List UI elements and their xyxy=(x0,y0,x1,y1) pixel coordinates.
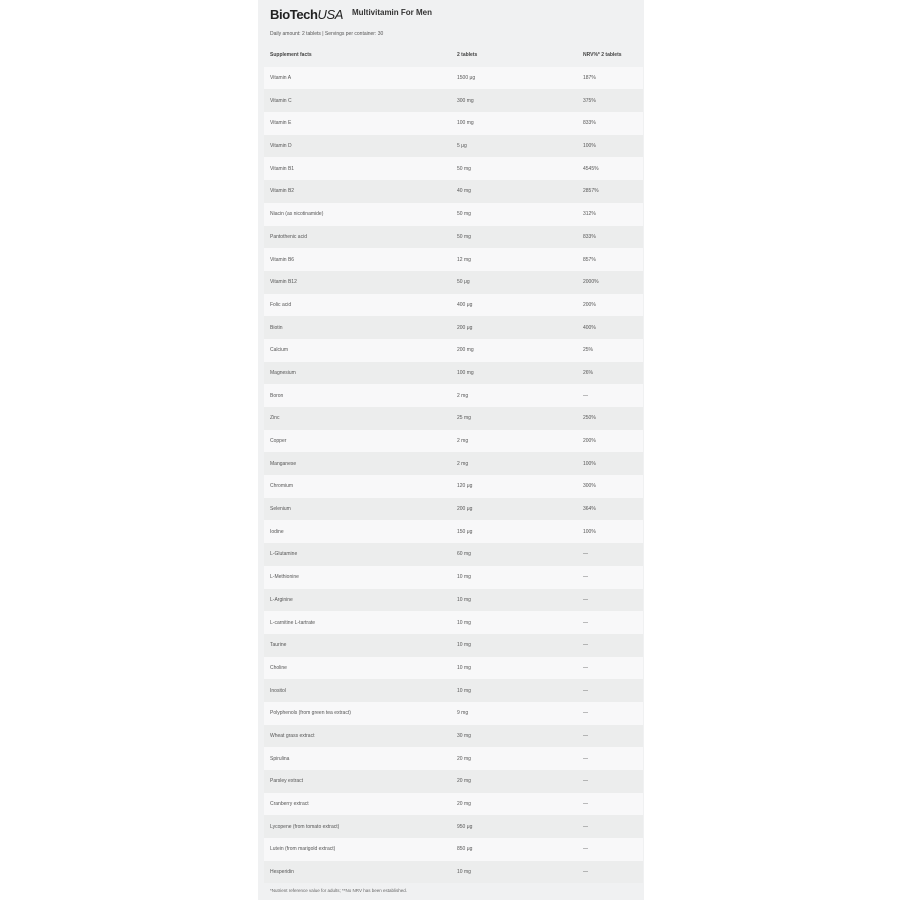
nutrient-amount: 30 mg xyxy=(457,732,471,739)
nutrient-nrv: 364% xyxy=(583,506,596,513)
nutrient-amount: 10 mg xyxy=(457,687,471,694)
nutrient-amount: 50 mg xyxy=(457,233,471,240)
table-row xyxy=(264,248,643,271)
nutrient-name: Cranberry extract xyxy=(270,801,309,808)
nutrient-nrv: 100% xyxy=(583,143,596,150)
nutrient-name: Vitamin D xyxy=(270,143,292,150)
nutrient-nrv: — xyxy=(583,869,588,876)
nutrient-name: Taurine xyxy=(270,642,287,649)
nutrient-amount: 2 mg xyxy=(457,392,469,399)
nutrient-nrv: — xyxy=(583,801,588,808)
nutrient-nrv: 26% xyxy=(583,369,594,376)
nutrient-name: Vitamin C xyxy=(270,97,292,104)
table-row xyxy=(264,634,643,657)
brand-logo-part1: BioTech xyxy=(270,6,318,22)
nutrient-amount: 120 μg xyxy=(457,483,473,490)
nutrient-nrv: — xyxy=(583,619,588,626)
nutrient-amount: 5 μg xyxy=(457,143,467,150)
nutrient-nrv: — xyxy=(583,778,588,785)
nutrient-amount: 10 mg xyxy=(457,596,471,603)
nutrient-nrv: — xyxy=(583,710,588,717)
table-row xyxy=(264,702,643,725)
nutrient-name: Spirulina xyxy=(270,755,290,762)
nutrient-name: Biotin xyxy=(270,324,283,331)
nutrient-name: Iodine xyxy=(270,528,284,535)
table-row xyxy=(264,725,643,748)
supplement-facts-table xyxy=(264,44,643,883)
header-amount: 2 tablets xyxy=(457,52,478,59)
nutrient-amount: 200 μg xyxy=(457,324,473,331)
nutrient-amount: 200 mg xyxy=(457,347,474,354)
nutrient-amount: 20 mg xyxy=(457,801,471,808)
table-row xyxy=(264,770,643,793)
nutrient-nrv: — xyxy=(583,551,588,558)
nutrient-amount: 100 mg xyxy=(457,120,474,127)
nutrient-nrv: — xyxy=(583,823,588,830)
nutrient-name: Chromium xyxy=(270,483,294,490)
nutrient-amount: 20 mg xyxy=(457,755,471,762)
nutrient-name: Choline xyxy=(270,664,287,671)
nutrient-amount: 9 mg xyxy=(457,710,469,717)
table-row xyxy=(264,747,643,770)
nutrient-nrv: 250% xyxy=(583,415,596,422)
table-row xyxy=(264,180,643,203)
nutrient-name: Vitamin B12 xyxy=(270,279,297,286)
nutrient-name: Selenium xyxy=(270,506,291,513)
table-row xyxy=(264,226,643,249)
nutrient-amount: 150 μg xyxy=(457,528,473,535)
table-row xyxy=(264,157,643,180)
nutrient-amount: 10 mg xyxy=(457,642,471,649)
nutrient-amount: 50 mg xyxy=(457,211,471,218)
nutrient-nrv: 100% xyxy=(583,460,596,467)
table-row xyxy=(264,294,643,317)
table-row xyxy=(264,271,643,294)
nutrient-name: Polyphenols (from green tea extract) xyxy=(270,710,351,717)
nutrient-amount: 300 mg xyxy=(457,97,474,104)
nutrient-amount: 850 μg xyxy=(457,846,473,853)
nutrient-name: Vitamin B1 xyxy=(270,165,295,172)
footnote: *Nutrient reference value for adults; **No NRV has been established. xyxy=(270,888,407,893)
nutrient-nrv: — xyxy=(583,755,588,762)
nutrient-nrv: 375% xyxy=(583,97,596,104)
table-row xyxy=(264,384,643,407)
nutrient-nrv: — xyxy=(583,392,588,399)
nutrient-name: Pantothenic acid xyxy=(270,233,307,240)
nutrient-name: Wheat grass extract xyxy=(270,732,315,739)
nutrient-name: Niacin (as nicotinamide) xyxy=(270,211,324,218)
nutrient-name: Vitamin B6 xyxy=(270,256,295,263)
brand-logo xyxy=(270,4,343,24)
nutrient-name: Inositol xyxy=(270,687,286,694)
nutrient-name: Magnesium xyxy=(270,369,296,376)
table-row xyxy=(264,589,643,612)
nutrient-name: L-Glutamine xyxy=(270,551,298,558)
nutrient-nrv: 300% xyxy=(583,483,596,490)
nutrient-nrv: 833% xyxy=(583,233,596,240)
nutrient-nrv: 187% xyxy=(583,75,596,82)
table-row xyxy=(264,203,643,226)
nutrient-name: L-carnitine L-tartrate xyxy=(270,619,316,626)
nutrient-name: Vitamin B2 xyxy=(270,188,295,195)
nutrient-amount: 2 mg xyxy=(457,460,469,467)
nutrient-name: Parsley extract xyxy=(270,778,304,785)
table-row xyxy=(264,543,643,566)
table-row xyxy=(264,430,643,453)
nutrient-name: Lutein (from marigold extract) xyxy=(270,846,336,853)
nutrient-amount: 400 μg xyxy=(457,301,473,308)
nutrient-nrv: — xyxy=(583,687,588,694)
table-row xyxy=(264,520,643,543)
nutrient-amount: 10 mg xyxy=(457,869,471,876)
nutrient-name: L-Methionine xyxy=(270,574,299,581)
nutrient-nrv: 200% xyxy=(583,301,596,308)
nutrient-nrv: — xyxy=(583,664,588,671)
nutrient-nrv: 200% xyxy=(583,438,596,445)
nutrient-nrv: 857% xyxy=(583,256,596,263)
table-row xyxy=(264,316,643,339)
nutrient-name: Vitamin E xyxy=(270,120,292,127)
nutrient-nrv: — xyxy=(583,642,588,649)
nutrient-amount: 10 mg xyxy=(457,619,471,626)
nutrient-name: Folic acid xyxy=(270,301,292,308)
product-title: Multivitamin For Men xyxy=(352,8,432,17)
nutrient-amount: 25 mg xyxy=(457,415,471,422)
nutrient-amount: 40 mg xyxy=(457,188,471,195)
table-row xyxy=(264,67,643,90)
table-row xyxy=(264,657,643,680)
nutrient-nrv: 25% xyxy=(583,347,594,354)
nutrient-amount: 200 μg xyxy=(457,506,473,513)
nutrient-name: Manganese xyxy=(270,460,297,467)
table-row xyxy=(264,566,643,589)
nutrient-amount: 10 mg xyxy=(457,574,471,581)
nutrient-amount: 950 μg xyxy=(457,823,473,830)
nutrient-nrv: 400% xyxy=(583,324,596,331)
table-row xyxy=(264,861,643,884)
table-row xyxy=(264,89,643,112)
nutrient-name: Lycopene (from tomato extract) xyxy=(270,823,340,830)
header-nrv: NRV%* 2 tablets xyxy=(583,52,622,59)
nutrient-name: L-Arginine xyxy=(270,596,293,603)
nutrient-name: Hesperidin xyxy=(270,869,294,876)
nutrient-name: Zinc xyxy=(270,415,280,422)
nutrient-nrv: 312% xyxy=(583,211,596,218)
nutrient-nrv: 833% xyxy=(583,120,596,127)
nutrient-amount: 100 mg xyxy=(457,369,474,376)
table-row xyxy=(264,611,643,634)
table-header-row xyxy=(264,44,643,67)
table-row xyxy=(264,112,643,135)
nutrient-nrv: — xyxy=(583,574,588,581)
table-row xyxy=(264,475,643,498)
nutrient-amount: 2 mg xyxy=(457,438,469,445)
table-row xyxy=(264,135,643,158)
nutrient-amount: 10 mg xyxy=(457,664,471,671)
nutrient-nrv: 2000% xyxy=(583,279,599,286)
table-row xyxy=(264,793,643,816)
nutrient-nrv: 4545% xyxy=(583,165,599,172)
table-row xyxy=(264,362,643,385)
table-row xyxy=(264,679,643,702)
nutrient-amount: 50 mg xyxy=(457,165,471,172)
brand-logo-part2: USA xyxy=(317,6,344,22)
nutrient-nrv: — xyxy=(583,732,588,739)
nutrient-amount: 20 mg xyxy=(457,778,471,785)
nutrient-amount: 60 mg xyxy=(457,551,471,558)
nutrient-nrv: — xyxy=(583,596,588,603)
nutrient-nrv: 2857% xyxy=(583,188,599,195)
nutrient-name: Boron xyxy=(270,392,284,399)
table-row xyxy=(264,339,643,362)
table-row xyxy=(264,815,643,838)
nutrient-amount: 12 mg xyxy=(457,256,471,263)
nutrient-amount: 50 μg xyxy=(457,279,470,286)
nutrient-nrv: — xyxy=(583,846,588,853)
nutrient-name: Copper xyxy=(270,438,287,445)
nutrient-name: Vitamin A xyxy=(270,75,292,82)
table-row xyxy=(264,498,643,521)
daily-amount-text: Daily amount: 2 tablets | Servings per container: 30 xyxy=(270,31,384,37)
table-row xyxy=(264,452,643,475)
nutrient-amount: 1500 μg xyxy=(457,75,476,82)
table-row xyxy=(264,838,643,861)
nutrient-name: Calcium xyxy=(270,347,289,354)
table-row xyxy=(264,407,643,430)
header-supplement-facts: Supplement facts xyxy=(270,52,312,59)
nutrient-nrv: 100% xyxy=(583,528,596,535)
